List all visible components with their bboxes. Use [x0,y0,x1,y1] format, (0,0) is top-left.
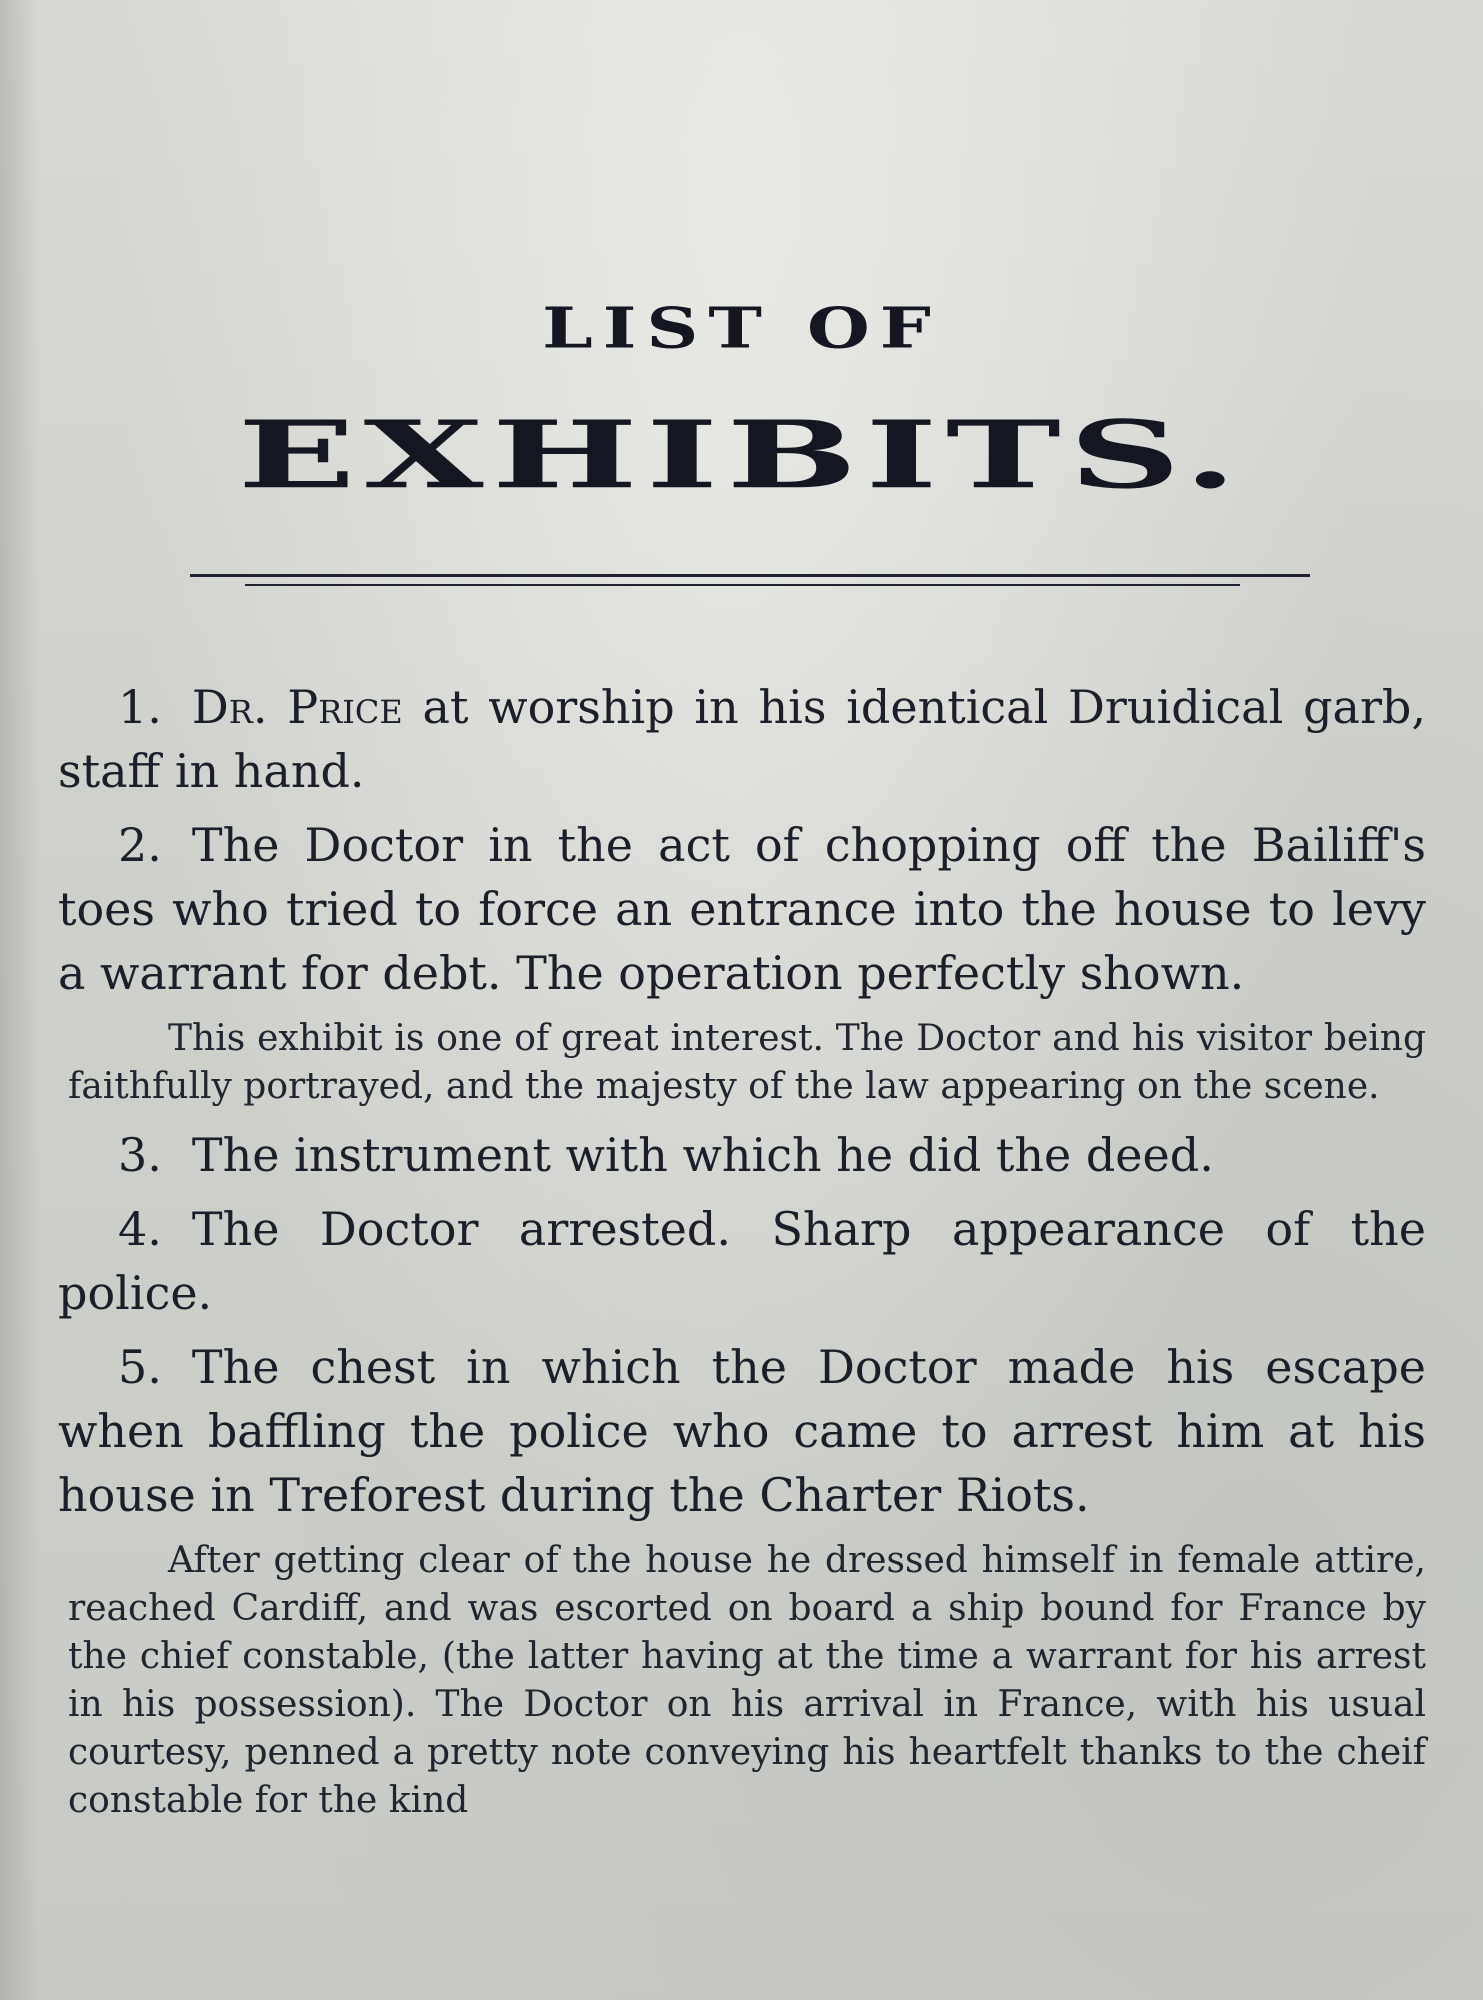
title-list-of: LIST OF [542,294,941,361]
exhibit-number: 1. [118,680,162,734]
exhibit-item-2 [58,813,1426,1005]
exhibit-item-4 [58,1197,1426,1325]
exhibit-text: The instrument with which he did the deed. [191,1128,1214,1182]
exhibit-text: The Doctor in the act of chopping off the Bailiff's toes who tried to force an entrance into the house to levy a warrant for debt. The operation perfectly shown. [58,818,1426,1000]
title-rule-upper [190,574,1310,577]
exhibit-note-5: After getting clear of the house he dressed himself in female attire, reached Cardiff, and was escorted on board a ship bound for France by the chief constable, (the latter having at the time a warrant for his arrest in his possession). The Doctor on his arrival in France, with his usual courtesy, penned a pretty note conveying his heartfelt thanks to the cheif constable for the kind [68,1540,1426,1821]
exhibit-list [58,675,1426,1837]
exhibit-number: 5. [118,1340,162,1394]
exhibit-note-2: This exhibit is one of great interest. The Doctor and his visitor being faithfully portrayed, and the majesty of the law appearing on the scene. [68,1018,1426,1107]
exhibit-number: 3. [118,1128,162,1182]
exhibit-number: 2. [118,818,162,872]
exhibit-item-3 [58,1123,1426,1187]
exhibit-item-5 [58,1335,1426,1527]
exhibit-text: at worship in his identical Druidical garb, staff in hand. [58,680,1427,798]
exhibit-text: The Doctor arrested. Sharp appearance of the police. [58,1202,1426,1320]
exhibit-lead: Dr. Price [191,680,403,734]
title-rule-lower [245,584,1240,586]
exhibit-text: The chest in which the Doctor made his escape when baffling the police who came to arrest him at his house in Treforest during the Charter Riots. [58,1340,1426,1522]
title-exhibits: EXHIBITS. [237,400,1246,510]
exhibit-item-1 [58,675,1426,803]
exhibit-number: 4. [118,1202,162,1256]
